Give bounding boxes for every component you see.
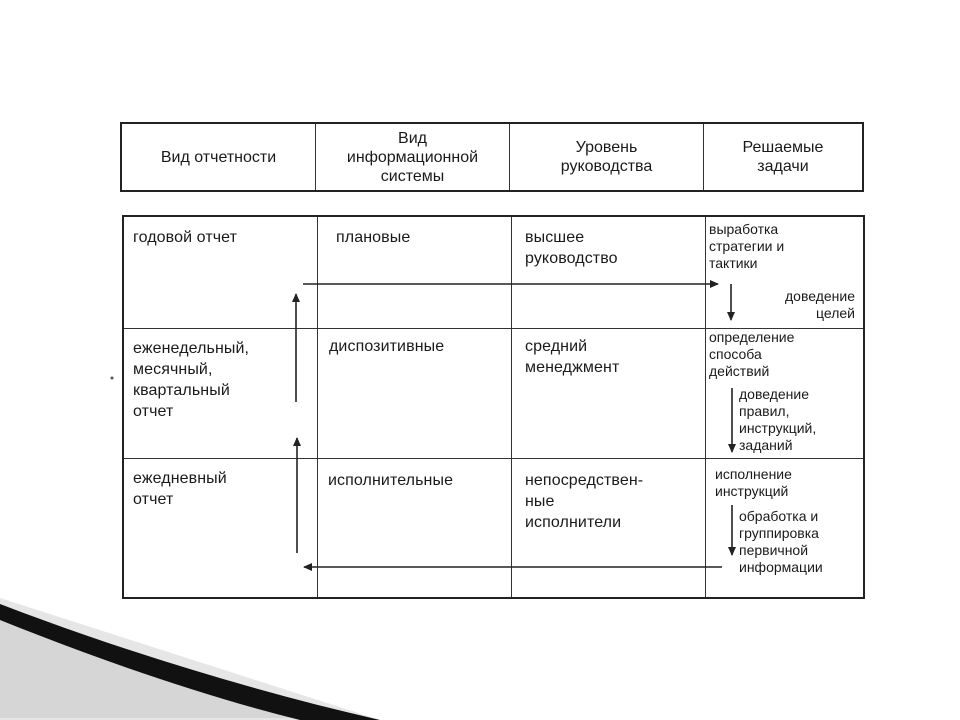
row1-level: высшее руководство [525,229,618,267]
header-table [120,122,864,192]
row1-task-primary: выработка стратегии и тактики [709,221,785,271]
column-divider [317,217,318,597]
row3-task-secondary: обработка и группировка первичной информации [739,508,823,575]
header-management-level: Уровень руководства [510,124,704,190]
stray-mark [111,377,114,380]
header-info-system: Вид информационной системы [316,124,510,190]
header-tasks: Решаемые задачи [742,139,824,175]
corner-decoration [0,590,380,720]
row3-system: исполнительные [328,472,454,489]
row2-task-primary: определение способа действий [709,329,795,379]
row3-level: непосредствен- ные исполнители [525,472,644,531]
row2-task-secondary: доведение правил, инструкций, заданий [739,386,817,453]
row3-report: ежедневный отчет [133,470,227,508]
row2-system: диспозитивные [329,338,445,355]
header-report-type: Вид отчетности [122,124,316,190]
row-divider [124,458,863,459]
row2-level: средний менеджмент [525,338,620,376]
row2-report: еженедельный, месячный, квартальный отчет [133,340,250,420]
column-divider [705,217,706,597]
row1-task-secondary: доведение целей [784,288,855,321]
row1-report: годовой отчет [133,229,238,246]
column-divider [511,217,512,597]
row1-system: плановые [336,229,411,246]
row3-task-primary: исполнение инструкций [715,466,792,499]
